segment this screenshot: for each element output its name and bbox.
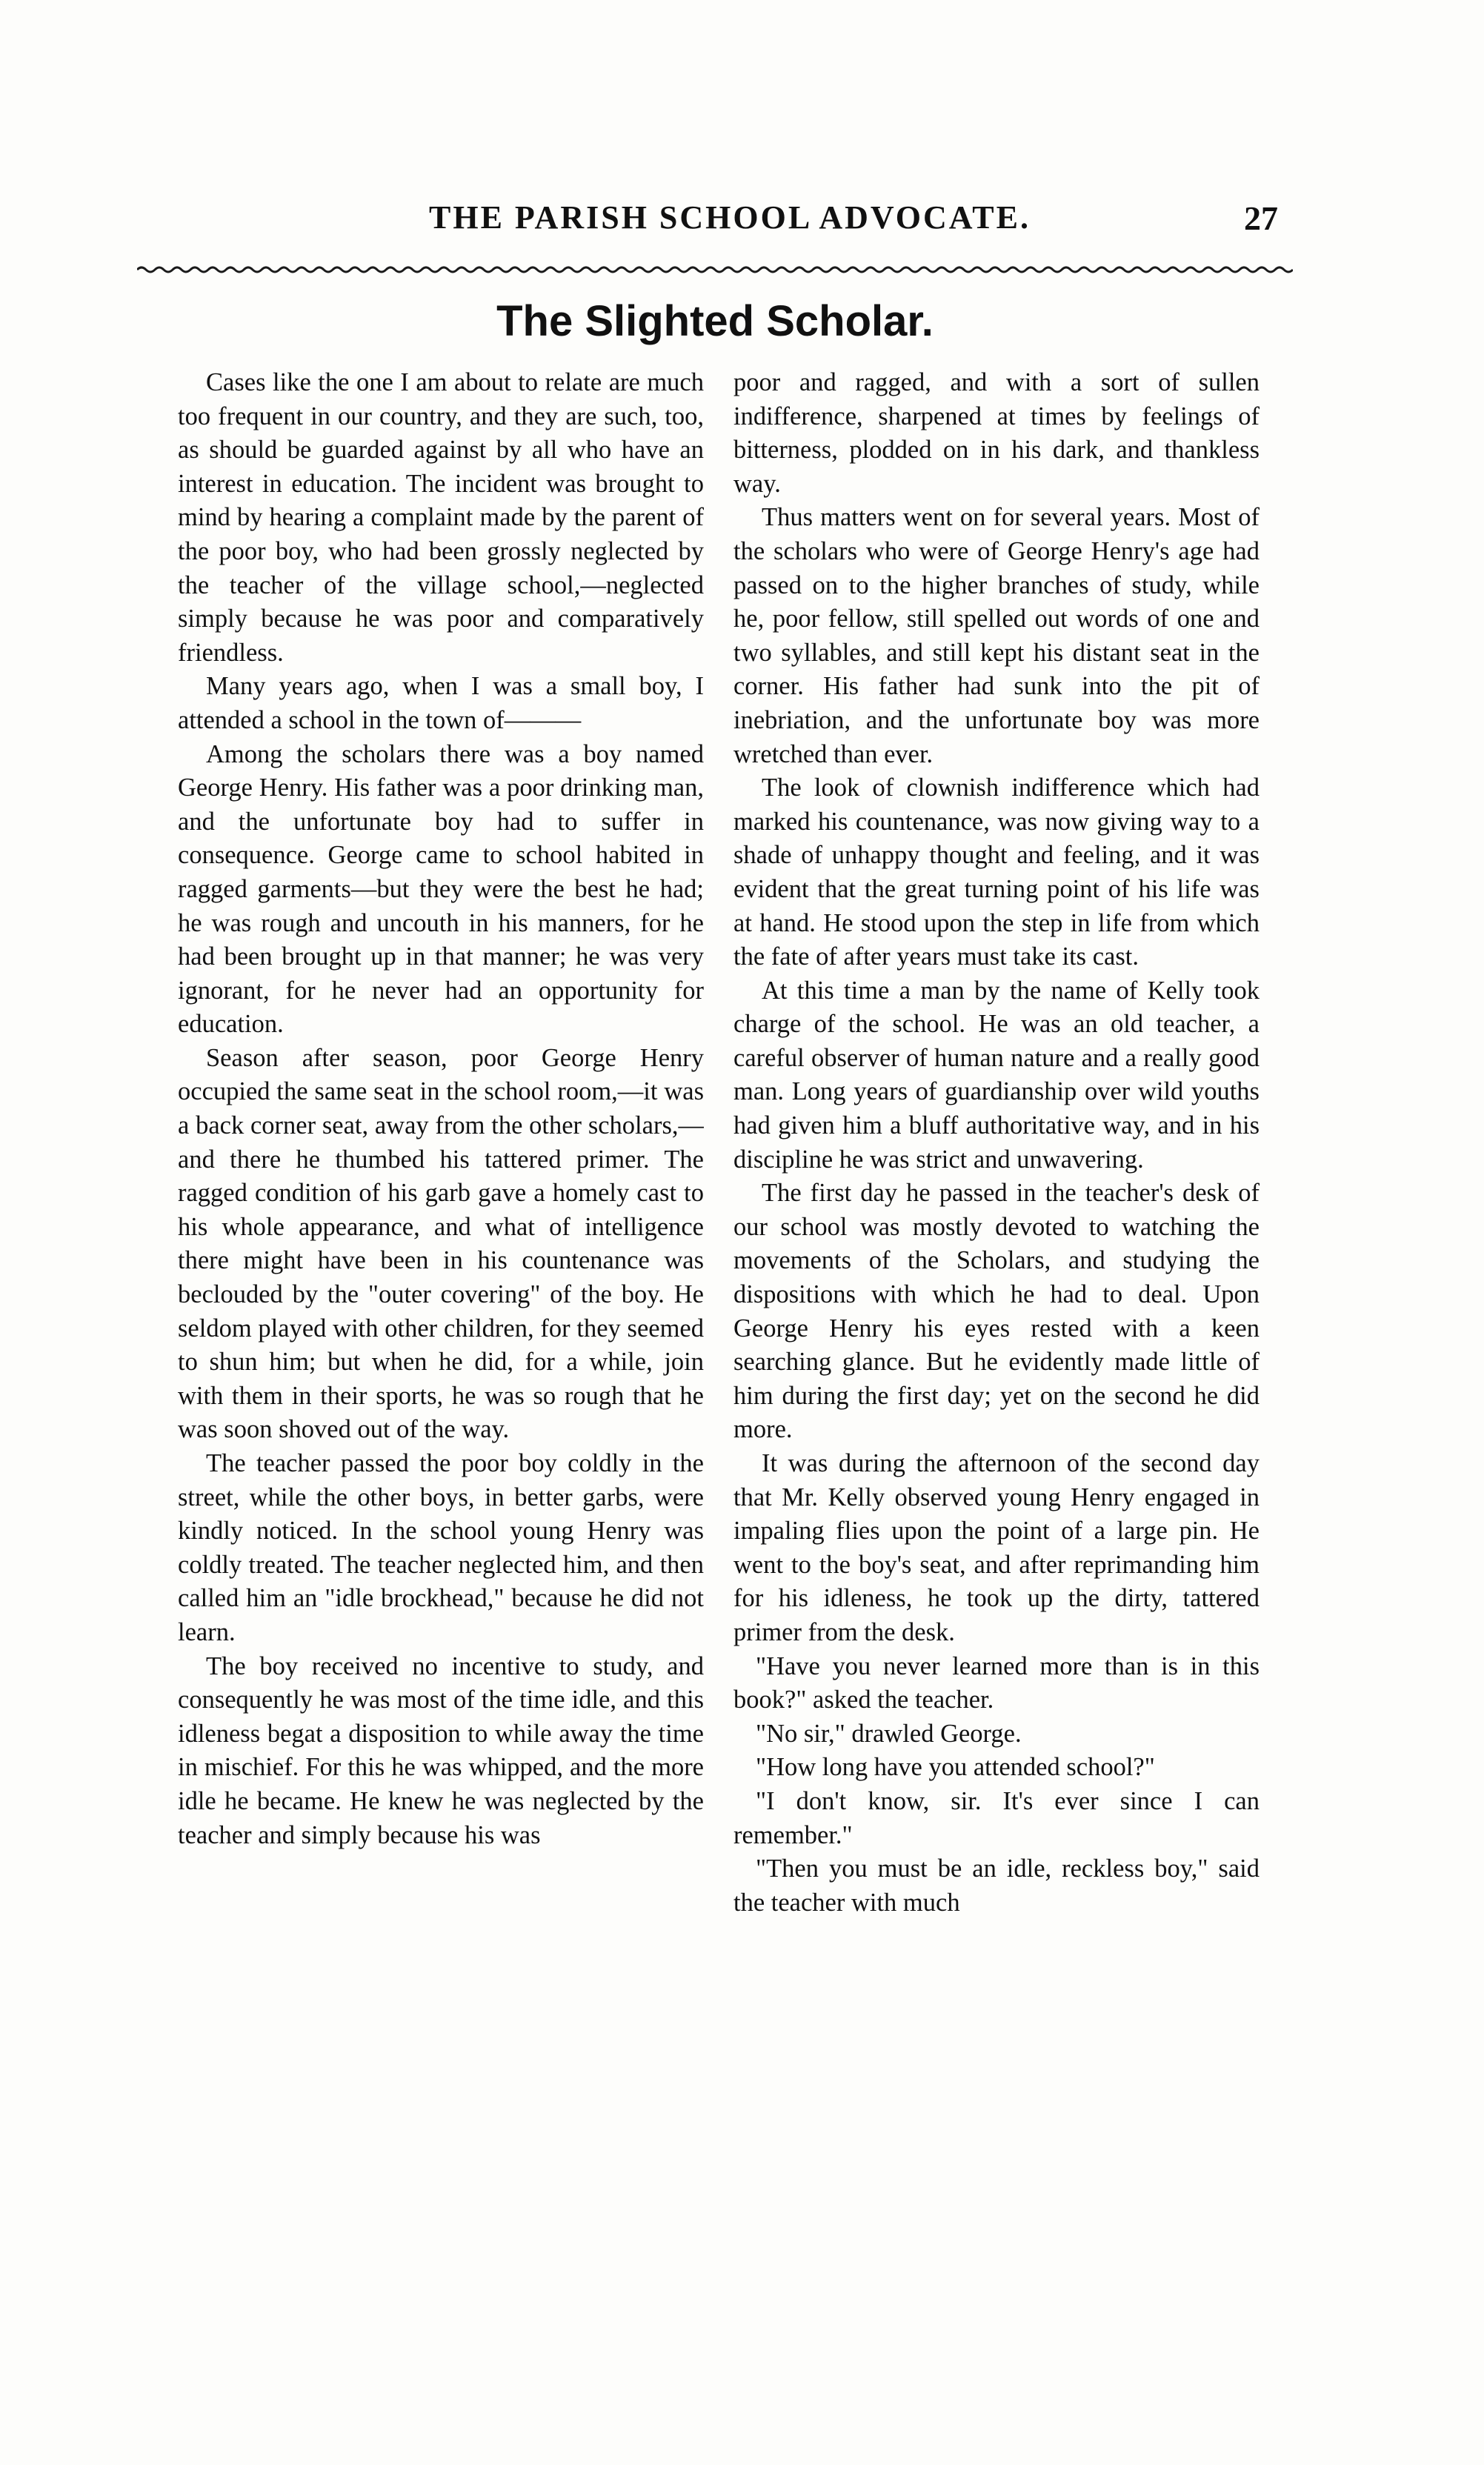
dialogue-line: "No sir," drawled George. <box>756 1719 1022 1748</box>
dialogue-line: "Then you must be an idle, reckless boy," said the teacher with much <box>733 1854 1260 1917</box>
running-title: THE PARISH SCHOOL ADVOCATE. <box>429 199 1031 236</box>
paragraph: The look of clownish indifference which had marked his countenance, was now giving way to a shade of unhappy thought and feeling, and it was evident that the great turning point of his life was at hand. He stood upon the step in life from which the fate of after years must take its cast. <box>733 774 1260 971</box>
paragraph: At this time a man by the name of Kelly took charge of the school. He was an old teacher, a careful observer of human nature and a really good man. Long years of guardianship over wild youths had given him a bluff authoritative way, and in his discipline he was strict and unwavering. <box>733 976 1260 1174</box>
paragraph: The teacher passed the poor boy coldly in the street, while the other boys, in better garbs, were kindly noticed. In the school young Henry was coldly treated. The teacher neglected him, and then called him an "idle brockhead," because he did not learn. <box>178 1449 704 1646</box>
left-column <box>178 366 704 2315</box>
paragraph: Thus matters went on for several years. Most of the scholars who were of George Henry's age had passed on to the higher branches of study, while he, poor fellow, still spelled out words of one and two syllables, and still kept his distant seat in the corner. His father had sunk into the pit of inebriation, and the unfortunate boy was more wretched than ever. <box>733 503 1260 768</box>
paragraph: Many years ago, when I was a small boy, I attended a school in the town of——— <box>178 672 704 734</box>
dialogue-line: "How long have you attended school?" <box>756 1753 1155 1782</box>
running-header <box>137 199 1293 243</box>
paragraph-continuation: poor and ragged, and with a sort of sullen indifference, sharpened at times by feelings of bitterness, plodded on in his dark, and thankless way. <box>733 368 1260 498</box>
page-number: 27 <box>1244 199 1278 237</box>
wavy-rule-divider <box>137 261 1293 277</box>
dialogue-line: "Have you never learned more than is in this book?" asked the teacher. <box>733 1651 1260 1714</box>
paragraph: The boy received no incentive to study, and consequently he was most of the time idle, and this idleness begat a disposition to while away the time in mischief. For this he was whipped, and the more idle he became. He knew he was neglected by the teacher and simply because his was <box>178 1651 704 1849</box>
article-title: The Slighted Scholar. <box>496 297 934 345</box>
dialogue-line: "I don't know, sir. It's ever since I can remember." <box>733 1786 1260 1849</box>
right-column <box>733 366 1260 2315</box>
paragraph: Season after season, poor George Henry occupied the same seat in the school room,—it was a back corner seat, away from the other scholars,—and there he thumbed his tattered primer. The ragged condition of his garb gave a homely cast to his whole appearance, and what of intelligence there might have been in his countenance was beclouded by the "outer covering" of the boy. He seldom played with other children, for they seemed to shun him; but when he did, for a while, join with them in their sports, he was so rough that he was soon shoved out of the way. <box>178 1043 704 1444</box>
article-body <box>178 366 1297 2315</box>
paragraph: Cases like the one I am about to relate are much too frequent in our country, and they are such, too, as should be guarded against by all who have an interest in education. The incident was brought to mind by hearing a complaint made by the parent of the poor boy, who had been grossly neglected by the teacher of the village school,—neglected simply because he was poor and comparatively friendless. <box>178 368 704 667</box>
paragraph: The first day he passed in the teacher's desk of our school was mostly devoted to watching the movements of the Scholars, and studying the dispositions with which he had to deal. Upon George Henry his eyes rested with a keen searching glance. But he evidently made little of him during the first day; yet on the second he did more. <box>733 1179 1260 1444</box>
paragraph: It was during the afternoon of the second day that Mr. Kelly observed young Henry engaged in impaling flies upon the point of a large pin. He went to the boy's seat, and after reprimanding him for his idleness, he took up the dirty, tattered primer from the desk. <box>733 1449 1260 1646</box>
paragraph: Among the scholars there was a boy named George Henry. His father was a poor drinking man, and the unfortunate boy had to suffer in consequence. George came to school habited in ragged garments—but they were the best he had; he was rough and uncouth in his manners, for he had been brought up in that manner; he was very ignorant, for he never had an opportunity for education. <box>178 739 704 1039</box>
